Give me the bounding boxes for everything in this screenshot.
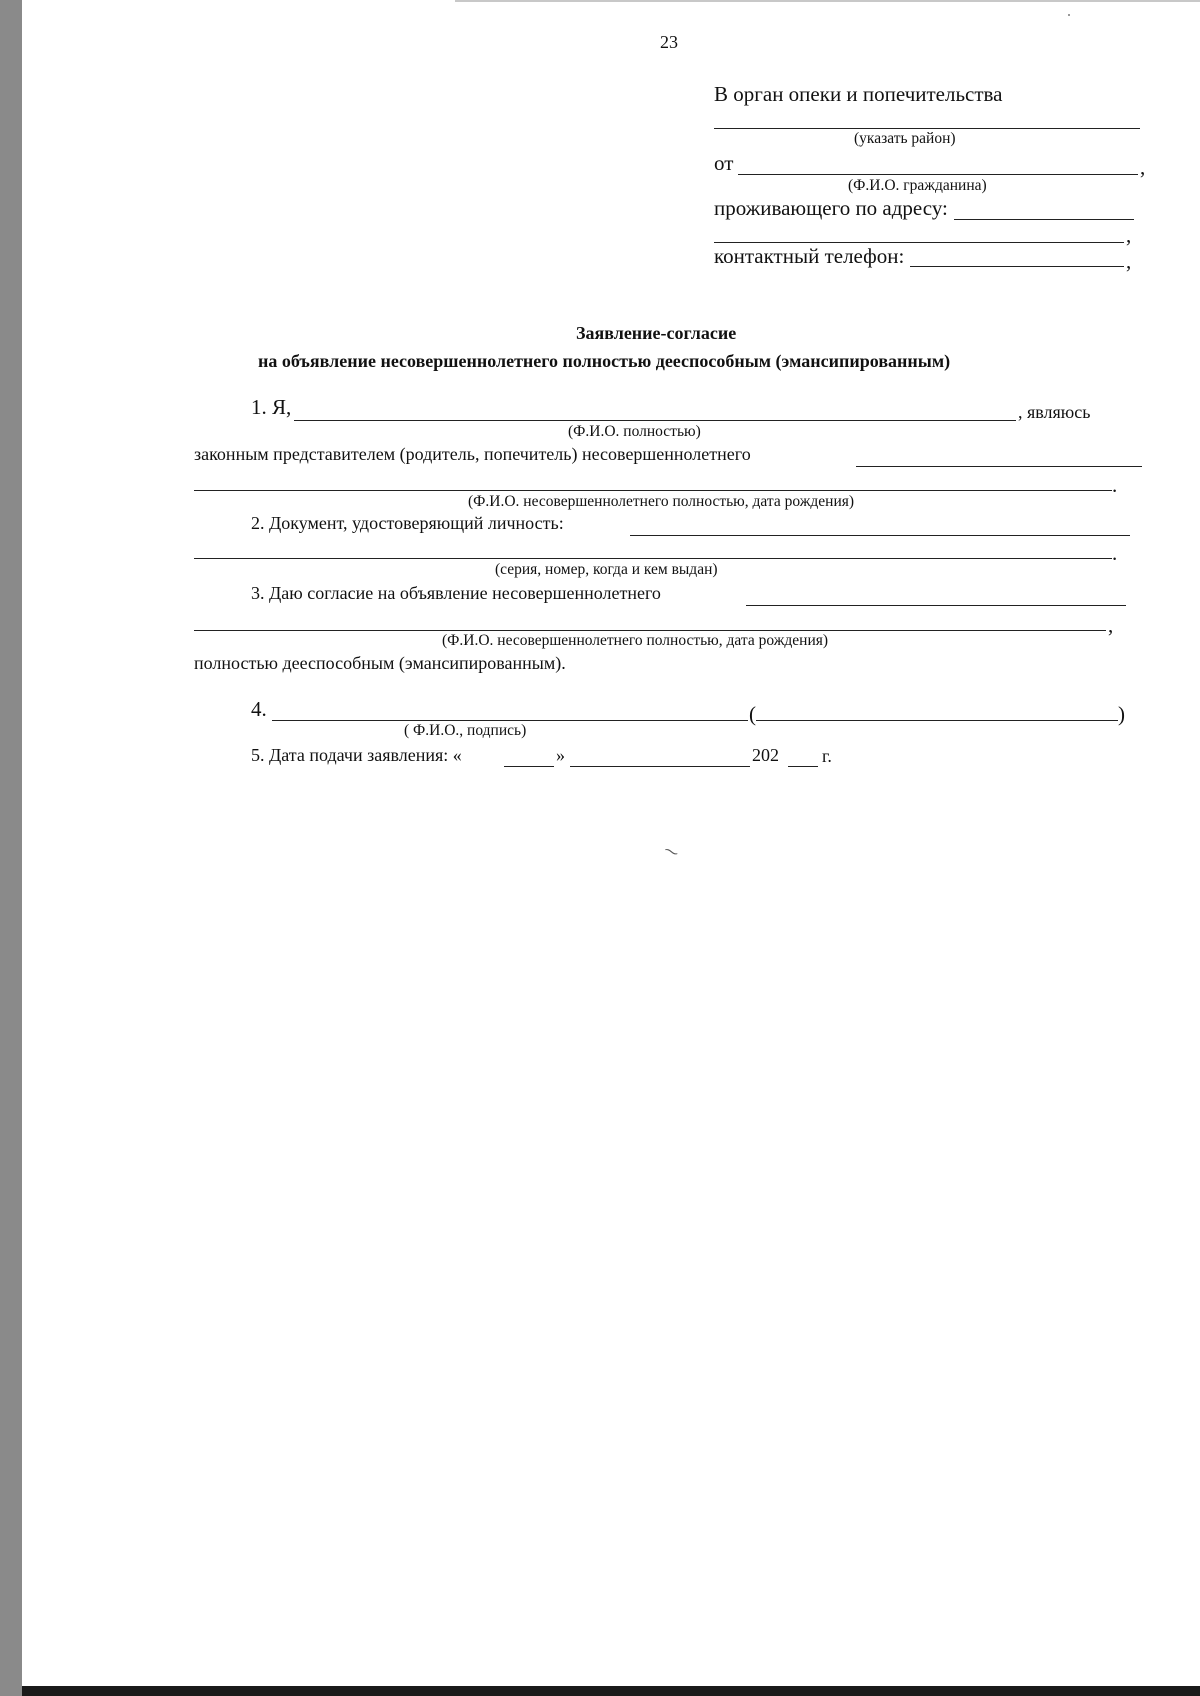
item5-month-line: [570, 766, 750, 767]
scan-mark-icon: ⁓: [661, 842, 681, 863]
from-comma: ,: [1140, 155, 1146, 179]
document-page: [22, 0, 1200, 1686]
item1-caption: (Ф.И.О. полностью): [568, 423, 701, 440]
page-bottom-edge: [22, 1686, 1200, 1696]
item1-caption2: (Ф.И.О. несовершеннолетнего полностью, дата рождения): [468, 493, 855, 510]
item5-day-line: [504, 766, 554, 767]
district-line: [714, 128, 1140, 129]
item1-minor-line-2: [194, 490, 1112, 491]
item3-text2: полностью дееспособным (эмансипированным).: [194, 653, 566, 673]
scan-speck: [1068, 14, 1070, 16]
item4-close-paren: ): [1118, 702, 1125, 726]
item4-name-line: [272, 720, 748, 721]
district-caption: (указать район): [854, 130, 956, 147]
item1-label: 1. Я,: [251, 395, 292, 419]
item4-label: 4.: [251, 697, 267, 721]
item1-period: .: [1112, 473, 1118, 497]
phone-line: [910, 266, 1124, 267]
item5-year-line: [788, 766, 818, 767]
item4-signature-line: [756, 720, 1118, 721]
item5-year: 202: [752, 745, 779, 765]
from-line: [738, 174, 1138, 175]
item5-text: 5. Дата подачи заявления: «: [251, 745, 462, 765]
page-top-edge: [455, 0, 1200, 2]
item3-line-2: [194, 630, 1106, 631]
item1-minor-line-1: [856, 466, 1142, 467]
item1-suffix: , являюсь: [1018, 402, 1091, 422]
item2-period: .: [1112, 541, 1118, 565]
address-label: проживающего по адресу:: [714, 196, 948, 220]
item3-comma: ,: [1108, 613, 1114, 637]
document-title: Заявление-согласие: [576, 323, 737, 343]
item3-text: 3. Даю согласие на объявление несовершеннолетнего: [251, 583, 661, 603]
item4-open-paren: (: [749, 702, 756, 726]
item5-suffix: г.: [822, 746, 832, 766]
recipient-line: В орган опеки и попечительства: [714, 82, 1003, 106]
item5-quote-close: »: [556, 745, 565, 765]
item3-caption: (Ф.И.О. несовершеннолетнего полностью, дата рождения): [442, 632, 829, 649]
address-comma: ,: [1126, 223, 1132, 247]
address-line-2: [714, 242, 1124, 243]
phone-label: контактный телефон:: [714, 244, 905, 268]
item4-caption: ( Ф.И.О., подпись): [404, 722, 527, 739]
item2-line-2: [194, 558, 1112, 559]
from-caption: (Ф.И.О. гражданина): [848, 177, 987, 194]
document-subtitle: на объявление несовершеннолетнего полностью дееспособным (эмансипированным): [258, 351, 951, 371]
from-label: от: [714, 151, 734, 175]
item1-name-line: [294, 420, 1016, 421]
item2-line-1: [630, 535, 1130, 536]
page-number: 23: [660, 32, 678, 52]
phone-comma: ,: [1126, 249, 1132, 273]
item2-caption: (серия, номер, когда и кем выдан): [495, 561, 718, 578]
item1-text: законным представителем (родитель, попечитель) несовершеннолетнего: [194, 444, 751, 464]
item2-text: 2. Документ, удостоверяющий личность:: [251, 513, 564, 533]
address-line-1: [954, 219, 1134, 220]
item3-line-1: [746, 605, 1126, 606]
